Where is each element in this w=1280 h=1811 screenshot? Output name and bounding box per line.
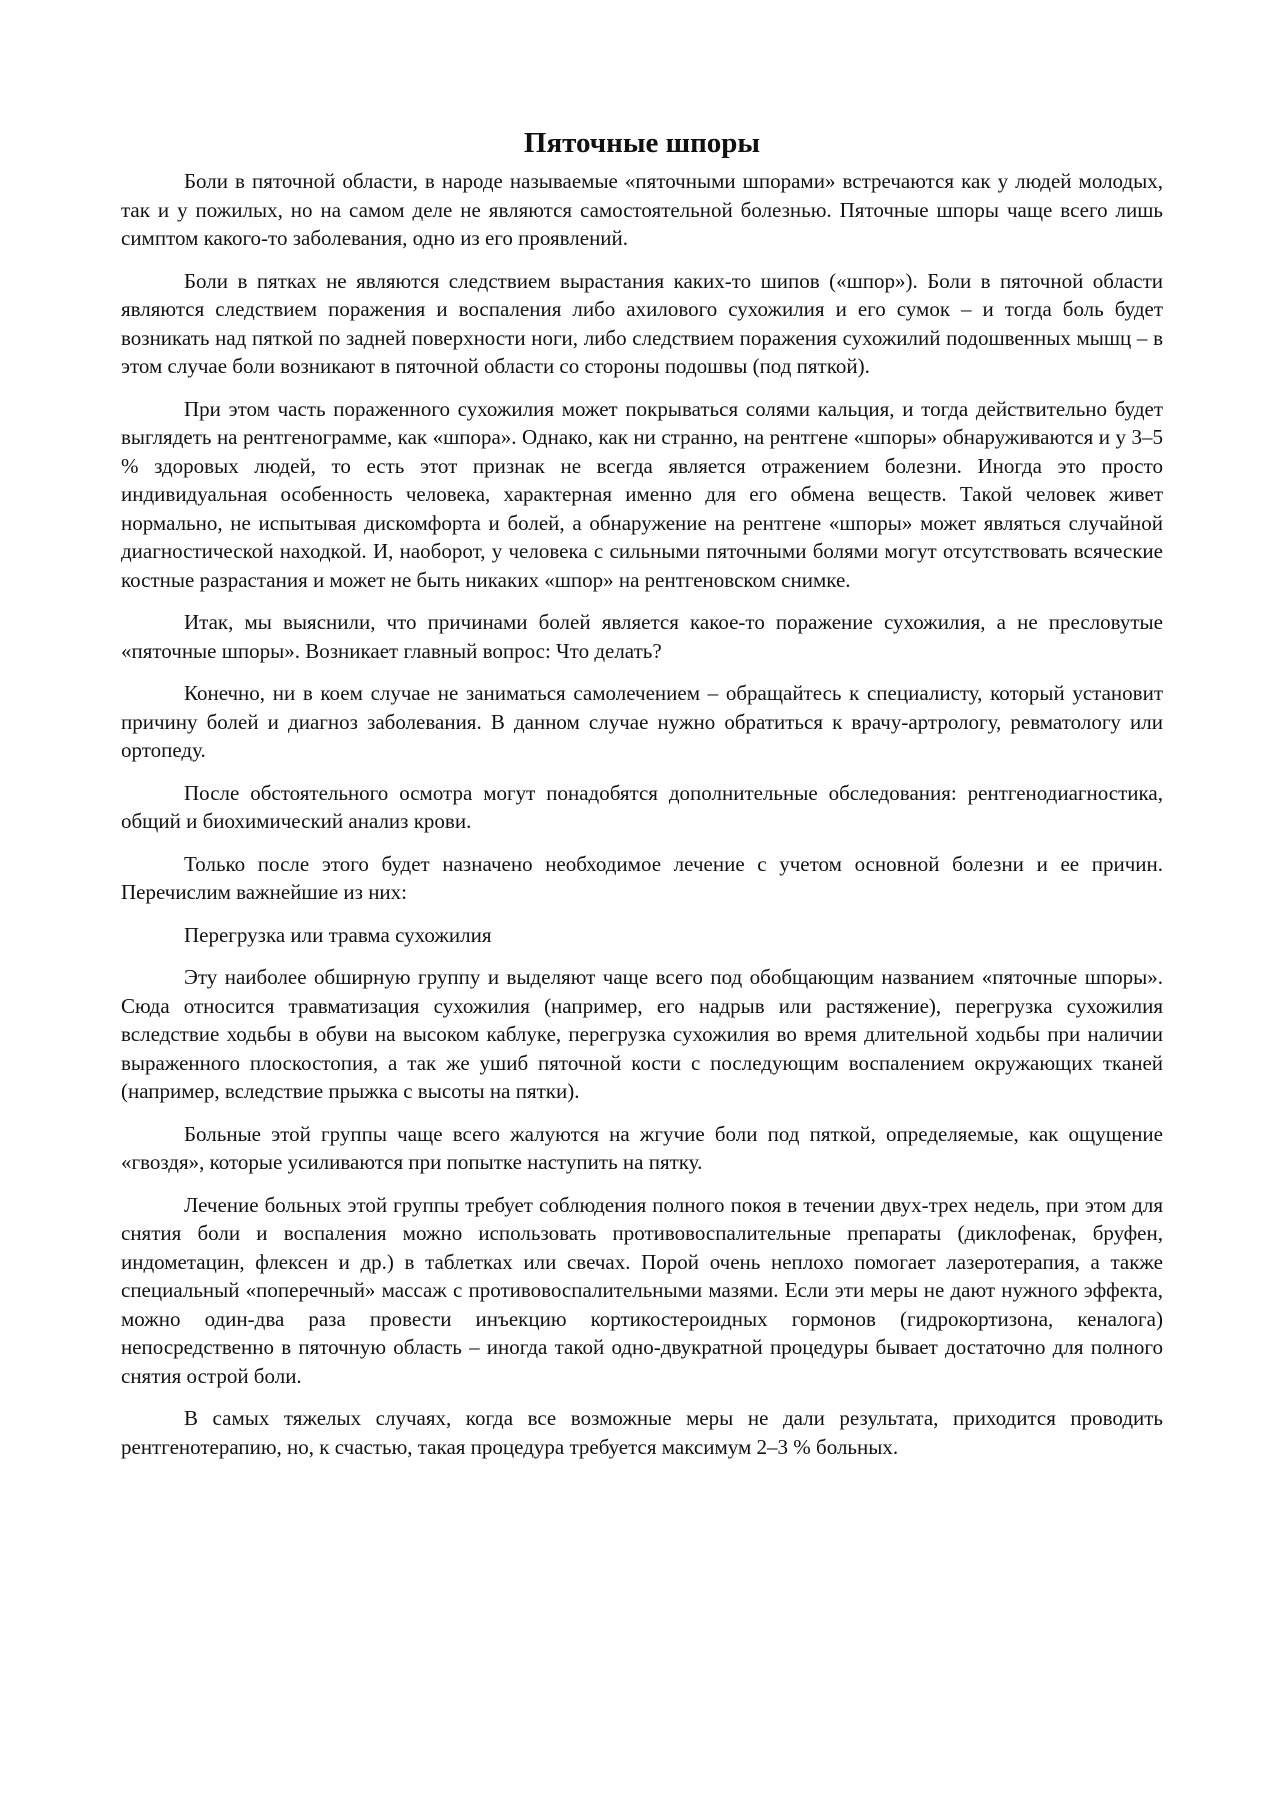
paragraph: Боли в пяточной области, в народе называемые «пяточными шпорами» встречаются как у людей молодых, так и у пожилых, но на самом деле не являются самостоятельной болезнью. Пяточные шпоры чаще всего лишь симптом какого-то заболевания, одно из его проявлений. bbox=[121, 169, 1163, 250]
paragraph: Больные этой группы чаще всего жалуются на жгучие боли под пяткой, определяемые, как ощущение «гвоздя», которые усиливаются при попытке наступить на пятку. bbox=[121, 1121, 1163, 1174]
paragraph: Лечение больных этой группы требует соблюдения полного покоя в течении двух-трех недель, при этом для снятия боли и воспаления можно использовать противовоспалительные препараты (диклофенак, бруфен, индометацин, флексен и др.) в таблетках или свечах. Порой очень неплохо помогает лазеротерапия, а также специальный «поперечный» массаж с противовоспалительными мазями. Если эти меры не дают нужного эффекта, можно один-два раза провести инъекцию кортикостероидных гормонов (гидрокортизона, кеналога) непосредственно в пяточную область – иногда такой одно-двукратной процедуры бывает достаточно для полного снятия острой боли. bbox=[121, 1192, 1163, 1388]
paragraph: Конечно, ни в коем случае не заниматься самолечением – обращайтесь к специалисту, который установит причину болей и диагноз заболевания. В данном случае нужно обратиться к врачу-артрологу, ревматологу или ортопеду. bbox=[121, 681, 1163, 762]
paragraph: Только после этого будет назначено необходимое лечение с учетом основной болезни и ее причин. Перечислим важнейшие из них: bbox=[121, 851, 1163, 904]
paragraph: Боли в пятках не являются следствием вырастания каких-то шипов («шпор»). Боли в пяточной области являются следствием поражения и воспаления либо ахилового сухожилия и его сумок – и тогда боль будет возникать над пяткой по задней поверхности ноги, либо следствием поражения сухожилий подошвенных мышц – в этом случае боли возникают в пяточной области со стороны подошвы (под пяткой). bbox=[121, 268, 1163, 378]
paragraph: Эту наиболее обширную группу и выделяют чаще всего под обобщающим названием «пяточные шпоры». Сюда относится травматизация сухожилия (например, его надрыв или растяжение), перегрузка сухожилия вследствие ходьбы в обуви на высоком каблуке, перегрузка сухожилия во время длительной ходьбы при наличии выраженного плоскостопия, а так же ушиб пяточной кости с последующим воспалением окружающих тканей (например, вследствие прыжка с высоты на пятки). bbox=[121, 965, 1163, 1103]
section-heading: Перегрузка или травма сухожилия bbox=[184, 922, 492, 947]
document-title: Пяточные шпоры bbox=[523, 127, 761, 159]
paragraph: Итак, мы выяснили, что причинами болей является какое-то поражение сухожилия, а не пресловутые «пяточные шпоры». Возникает главный вопрос: Что делать? bbox=[121, 610, 1163, 663]
paragraph: При этом часть пораженного сухожилия может покрываться солями кальция, и тогда действительно будет выглядеть на рентгенограмме, как «шпора». Однако, как ни странно, на рентгене «шпоры» обнаруживаются и у 3–5 % здоровых людей, то есть этот признак не всегда является отражением болезни. Иногда это просто индивидуальная особенность человека, характерная именно для его обмена веществ. Такой человек живет нормально, не испытывая дискомфорта и болей, а обнаружение на рентгене «шпоры» может являться случайной диагностической находкой. И, наоборот, у человека с сильными пяточными болями могут отсутствовать всяческие костные разрастания и может не быть никаких «шпор» на рентгеновском снимке. bbox=[121, 396, 1163, 592]
paragraph: В самых тяжелых случаях, когда все возможные меры не дали результата, приходится проводить рентгенотерапию, но, к счастью, такая процедура требуется максимум 2–3 % больных. bbox=[121, 1406, 1163, 1459]
document-page bbox=[121, 125, 1163, 1475]
paragraph: После обстоятельного осмотра могут понадобятся дополнительные обследования: рентгенодиагностика, общий и биохимический анализ крови. bbox=[121, 780, 1163, 833]
